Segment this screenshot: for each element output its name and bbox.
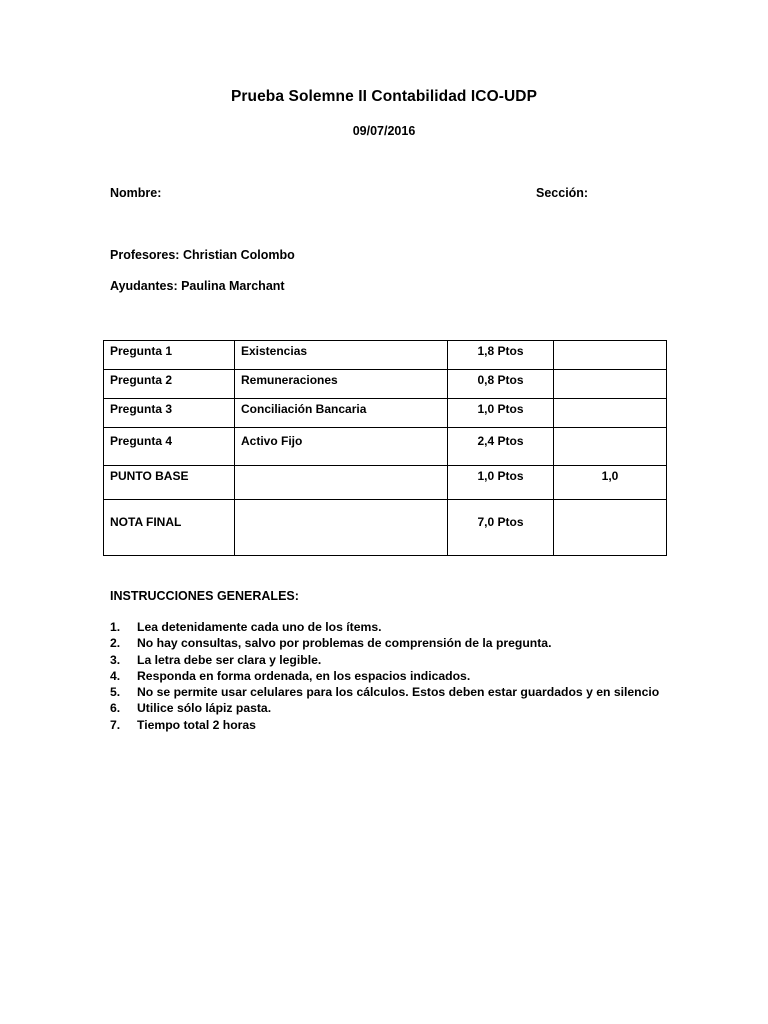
item-number: 3. xyxy=(110,652,121,667)
punto-base-label: PUNTO BASE xyxy=(104,466,235,500)
scores-table xyxy=(103,340,667,556)
question-label: Pregunta 2 xyxy=(104,370,235,399)
question-points: 0,8 Ptos xyxy=(448,370,554,399)
question-label: Pregunta 1 xyxy=(104,341,235,370)
question-points: 1,8 Ptos xyxy=(448,341,554,370)
ayudantes-line: Ayudantes: Paulina Marchant xyxy=(110,279,285,293)
nota-final-grade xyxy=(554,500,667,556)
item-number: 6. xyxy=(110,701,121,716)
question-topic: Activo Fijo xyxy=(235,428,448,466)
item-text: Utilice sólo lápiz pasta. xyxy=(137,701,272,716)
table-row xyxy=(104,428,667,466)
exam-title: Prueba Solemne II Contabilidad ICO-UDP xyxy=(230,88,538,105)
nota-final-points: 7,0 Ptos xyxy=(448,500,554,556)
item-text: Lea detenidamente cada uno de los ítems. xyxy=(137,620,382,634)
instructions-list xyxy=(110,619,659,733)
item-text: No hay consultas, salvo por problemas de comprensión de la pregunta. xyxy=(137,636,552,651)
question-topic xyxy=(235,500,448,556)
list-item xyxy=(110,668,659,684)
list-item xyxy=(110,684,659,700)
item-text: La letra debe ser clara y legible. xyxy=(137,652,322,667)
exam-date: 09/07/2016 xyxy=(352,124,416,138)
instructions-heading: INSTRUCCIONES GENERALES: xyxy=(110,589,299,603)
list-item xyxy=(110,635,659,651)
question-topic: Remuneraciones xyxy=(235,370,448,399)
table-row xyxy=(104,370,667,399)
table-row xyxy=(104,466,667,500)
question-points: 1,0 Ptos xyxy=(448,399,554,428)
table-row xyxy=(104,500,667,556)
grade-cell xyxy=(554,399,667,428)
seccion-label: Sección: xyxy=(536,186,589,200)
question-label: Pregunta 4 xyxy=(104,428,235,466)
grade-cell xyxy=(554,341,667,370)
question-points: 2,4 Ptos xyxy=(448,428,554,466)
grade-cell xyxy=(554,428,667,466)
nombre-label: Nombre: xyxy=(110,186,162,200)
question-label: Pregunta 3 xyxy=(104,399,235,428)
item-text: No se permite usar celulares para los cálculos. Estos deben estar guardados y en silencio xyxy=(137,685,660,700)
list-item xyxy=(110,652,659,668)
table-row xyxy=(104,399,667,428)
question-topic: Existencias xyxy=(235,341,448,370)
item-number: 1. xyxy=(110,620,121,634)
item-text: Responda en forma ordenada, en los espacios indicados. xyxy=(137,668,471,683)
table-row xyxy=(104,341,667,370)
nota-final-label: NOTA FINAL xyxy=(104,500,235,556)
list-item xyxy=(110,700,659,716)
punto-base-grade: 1,0 xyxy=(554,466,667,500)
grade-cell xyxy=(554,370,667,399)
item-number: 5. xyxy=(110,685,121,700)
item-number: 2. xyxy=(110,636,121,651)
question-topic xyxy=(235,466,448,500)
list-item xyxy=(110,619,659,635)
question-topic: Conciliación Bancaria xyxy=(235,399,448,428)
punto-base-points: 1,0 Ptos xyxy=(448,466,554,500)
list-item xyxy=(110,717,659,733)
item-text: Tiempo total 2 horas xyxy=(137,717,256,732)
item-number: 4. xyxy=(110,668,121,683)
item-number: 7. xyxy=(110,717,121,732)
profesores-line: Profesores: Christian Colombo xyxy=(110,248,295,262)
